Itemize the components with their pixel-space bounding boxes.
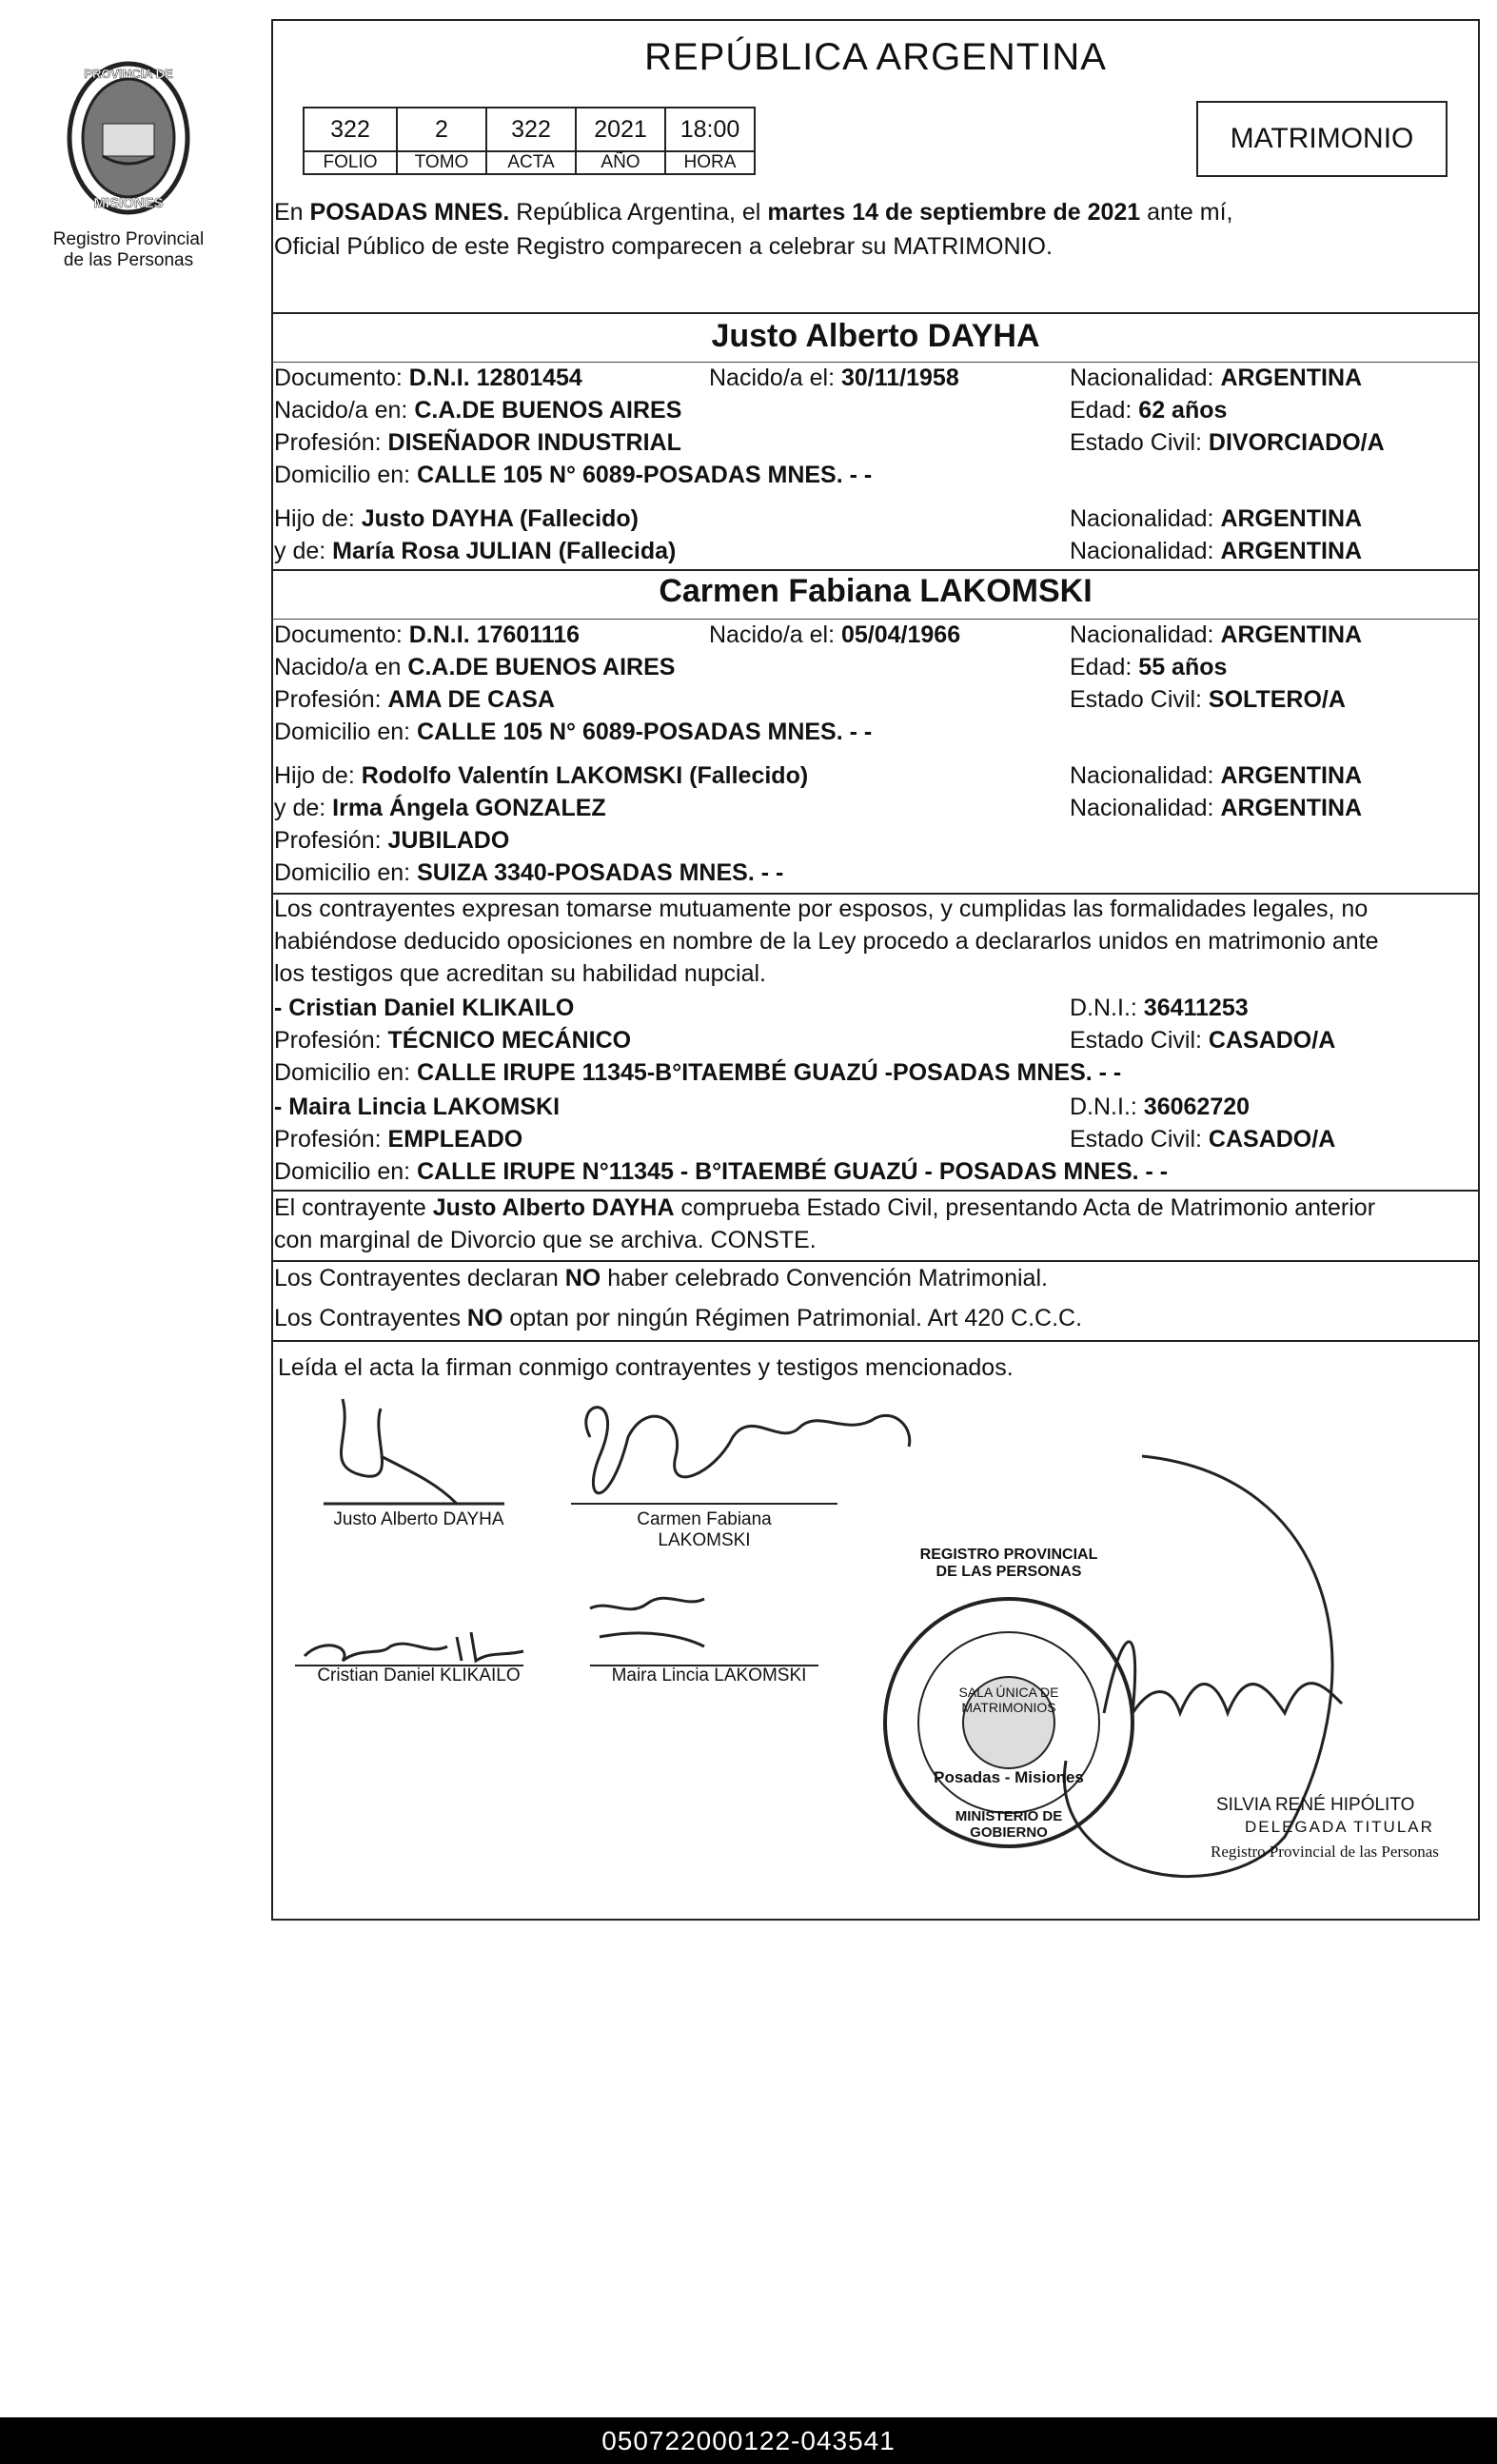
spouse2-civil-status: Estado Civil: SOLTERO/A — [1070, 686, 1346, 713]
spouse2-profession: Profesión: AMA DE CASA — [274, 686, 555, 713]
hora-caption: HORA — [665, 151, 755, 174]
tomo-caption: TOMO — [397, 151, 486, 174]
registry-data-table — [303, 107, 756, 175]
stamp-inner-top: SALA ÚNICA DE MATRIMONIOS — [958, 1685, 1059, 1715]
witness2-dni: D.N.I.: 36062720 — [1070, 1094, 1251, 1120]
signature-label-spouse2-line1: Carmen Fabiana — [637, 1509, 772, 1529]
spouse1-mother: y de: María Rosa JULIAN (Fallecida) — [274, 538, 677, 564]
folio-caption: FOLIO — [304, 151, 397, 174]
spouse2-father: Hijo de: Rodolfo Valentín LAKOMSKI (Fallecido) — [274, 762, 809, 789]
spouse2-mother: y de: Irma Ángela GONZALEZ — [274, 795, 606, 821]
signature-label-witness2: Maira Lincia LAKOMSKI — [611, 1666, 807, 1685]
tomo-value: 2 — [397, 108, 486, 151]
signature-label-spouse2-line2: LAKOMSKI — [658, 1530, 751, 1550]
declaration-line1: Los contrayentes expresan tomarse mutuamente por esposos, y cumplidas las formalidades legales, no — [274, 896, 1369, 922]
declaration-line2: habiéndose deducido oposiciones en nombre de la Ley procedo a declararlos unidos en matrimonio ante — [274, 928, 1379, 955]
intro-line2: Oficial Público de este Registro comparecen a celebrar su MATRIMONIO. — [274, 233, 1053, 260]
spouse1-birthplace: Nacido/a en: C.A.DE BUENOS AIRES — [274, 397, 682, 424]
svg-text:PROVINCIA DE: PROVINCIA DE — [84, 67, 173, 81]
witness1-civil-status: Estado Civil: CASADO/A — [1070, 1027, 1336, 1054]
anio-value: 2021 — [576, 108, 665, 151]
convention-line1: Los Contrayentes declaran NO haber celebrado Convención Matrimonial. — [274, 1265, 1048, 1291]
official-title: DELEGADA TITULAR — [1245, 1818, 1434, 1836]
civil-note-line1: El contrayente Justo Alberto DAYHA comprueba Estado Civil, presentando Acta de Matrimonio anterior — [274, 1194, 1376, 1221]
acta-value: 322 — [486, 108, 576, 151]
svg-text:MISIONES: MISIONES — [93, 195, 164, 211]
stamp-city: Posadas - Misiones — [934, 1768, 1084, 1786]
witness2-address: Domicilio en: CALLE IRUPE N°11345 - B°ITAEMBÉ GUAZÚ - POSADAS MNES. - - — [274, 1158, 1169, 1185]
witness1-profession: Profesión: TÉCNICO MECÁNICO — [274, 1027, 632, 1054]
civil-note-line2: con marginal de Divorcio que se archiva. CONSTE. — [274, 1227, 817, 1253]
document-code: 050722000122-043541 — [0, 2417, 1497, 2464]
witness2-profession: Profesión: EMPLEADO — [274, 1126, 523, 1153]
spouse2-mother-profession: Profesión: JUBILADO — [274, 827, 510, 854]
acta-caption: ACTA — [486, 151, 576, 174]
signature-label-witness1: Cristian Daniel KLIKAILO — [317, 1666, 521, 1685]
country-title: REPÚBLICA ARGENTINA — [644, 36, 1107, 78]
hora-value: 18:00 — [665, 108, 755, 151]
signatures-area — [286, 1380, 1475, 1894]
spouse1-address: Domicilio en: CALLE 105 N° 6089-POSADAS MNES. - - — [274, 462, 873, 488]
spouse2-document: Documento: D.N.I. 17601116 — [274, 621, 581, 648]
spouse2-birthplace: Nacido/a en C.A.DE BUENOS AIRES — [274, 654, 676, 680]
spouse1-mother-nationality: Nacionalidad: ARGENTINA — [1070, 538, 1363, 564]
convention-line2: Los Contrayentes NO optan por ningún Régimen Patrimonial. Art 420 C.C.C. — [274, 1305, 1083, 1331]
closing-statement: Leída el acta la firman conmigo contrayentes y testigos mencionados. — [278, 1354, 1014, 1381]
witness2-name: - Maira Lincia LAKOMSKI — [274, 1094, 561, 1120]
logo-label-line2: de las Personas — [63, 250, 194, 270]
spouse2-mother-nationality: Nacionalidad: ARGENTINA — [1070, 795, 1363, 821]
spouse1-civil-status: Estado Civil: DIVORCIADO/A — [1070, 429, 1385, 456]
spouse2-birthdate: Nacido/a el: 05/04/1966 — [709, 621, 961, 648]
stamp-ring-text: REGISTRO PROVINCIAL DE LAS PERSONAS — [919, 1547, 1098, 1580]
witness2-civil-status: Estado Civil: CASADO/A — [1070, 1126, 1336, 1153]
witness1-address: Domicilio en: CALLE IRUPE 11345-B°ITAEMBÉ GUAZÚ -POSADAS MNES. - - — [274, 1059, 1122, 1086]
anio-caption: AÑO — [576, 151, 665, 174]
spouse1-birthdate: Nacido/a el: 30/11/1958 — [709, 365, 959, 391]
act-type-box: MATRIMONIO — [1196, 101, 1448, 177]
stamp-bottom: MINISTERIO DE GOBIERNO — [955, 1808, 1063, 1841]
registry-logo — [38, 57, 219, 286]
logo-label-line1: Registro Provincial — [52, 229, 205, 249]
spouse1-document: Documento: D.N.I. 12801454 — [274, 365, 582, 391]
spouse2-father-nationality: Nacionalidad: ARGENTINA — [1070, 762, 1363, 789]
official-organization: Registro Provincial de las Personas — [1211, 1843, 1439, 1861]
intro-line1: En POSADAS MNES. República Argentina, el martes 14 de septiembre de 2021 ante mí, — [274, 199, 1233, 226]
spouse1-father-nationality: Nacionalidad: ARGENTINA — [1070, 505, 1363, 532]
spouse2-name: Carmen Fabiana LAKOMSKI — [659, 573, 1093, 609]
spouse2-mother-address: Domicilio en: SUIZA 3340-POSADAS MNES. - - — [274, 859, 784, 886]
declaration-line3: los testigos que acreditan su habilidad nupcial. — [274, 960, 767, 987]
spouse1-name: Justo Alberto DAYHA — [711, 318, 1040, 354]
spouse1-age: Edad: 62 años — [1070, 397, 1228, 424]
spouse2-nationality: Nacionalidad: ARGENTINA — [1070, 621, 1363, 648]
folio-value: 322 — [304, 108, 397, 151]
province-seal-icon — [57, 57, 200, 219]
signature-label-spouse1: Justo Alberto DAYHA — [333, 1509, 504, 1529]
spouse1-nationality: Nacionalidad: ARGENTINA — [1070, 365, 1363, 391]
official-name: SILVIA RENÉ HIPÓLITO — [1216, 1795, 1415, 1815]
spouse2-address: Domicilio en: CALLE 105 N° 6089-POSADAS MNES. - - — [274, 719, 873, 745]
witness1-dni: D.N.I.: 36411253 — [1070, 995, 1249, 1021]
spouse1-father: Hijo de: Justo DAYHA (Fallecido) — [274, 505, 639, 532]
spouse1-profession: Profesión: DISEÑADOR INDUSTRIAL — [274, 429, 681, 456]
spouse2-age: Edad: 55 años — [1070, 654, 1228, 680]
witness1-name: - Cristian Daniel KLIKAILO — [274, 995, 575, 1021]
